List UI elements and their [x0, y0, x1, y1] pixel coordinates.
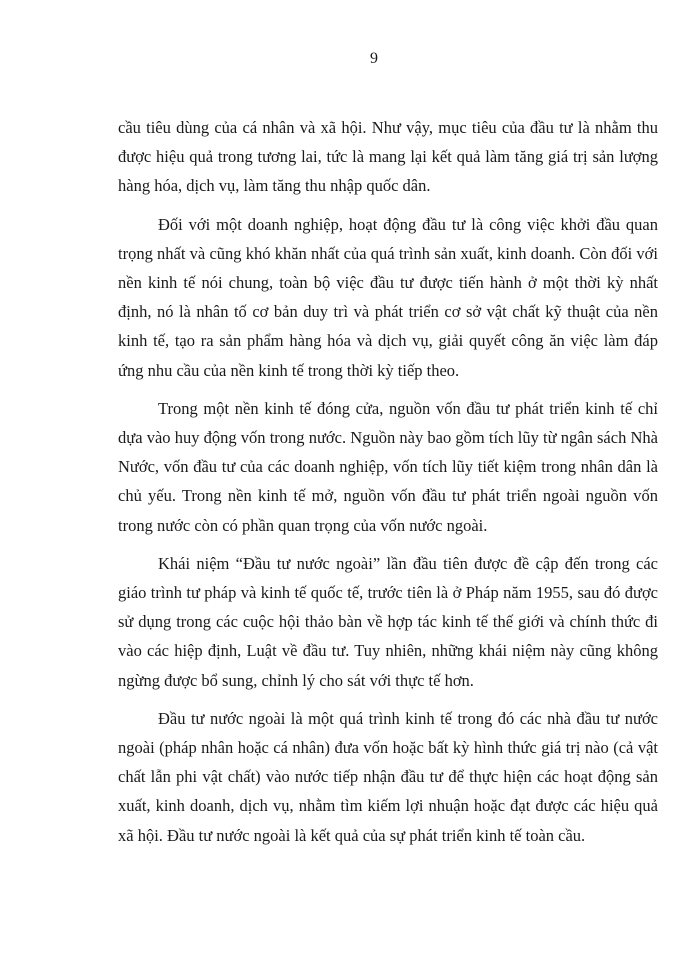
paragraph: cầu tiêu dùng của cá nhân và xã hội. Như vậy, mục tiêu của đầu tư là nhằm thu được hiệu quả trong tương lai, tức là mang lại kết quả làm tăng giá trị sản lượng hàng hóa, dịch vụ, làm tăng thu nhập quốc dân. [118, 118, 658, 196]
document-body [118, 113, 658, 859]
paragraph: Đối với một doanh nghiệp, hoạt động đầu tư là công việc khởi đầu quan trọng nhất và cũng khó khăn nhất của quá trình sản xuất, kinh doanh. Còn đối với nền kinh tế nói chung, toàn bộ việc đầu tư được tiến hành ở một thời kỳ nhất định, nó là nhân tố cơ bản duy trì và phát triển cơ sở vật chất kỹ thuật của nền kinh tế, tạo ra sản phẩm hàng hóa và dịch vụ, giải quyết công ăn việc làm đáp ứng nhu cầu của nền kinh tế trong thời kỳ tiếp theo. [118, 214, 658, 380]
paragraph: Đầu tư nước ngoài là một quá trình kinh tế trong đó các nhà đầu tư nước ngoài (pháp nhân hoặc cá nhân) đưa vốn hoặc bất kỳ hình thức giá trị nào (cả vật chất lẫn phi vật chất) vào nước tiếp nhận đầu tư để thực hiện các hoạt động sản xuất, kinh doanh, dịch vụ, nhằm tìm kiếm lợi nhuận hoặc đạt được các hiệu quả xã hội. Đầu tư nước ngoài là kết quả của sự phát triển kinh tế toàn cầu. [118, 708, 658, 845]
page-number: 9 [370, 50, 378, 67]
paragraph: Khái niệm “Đầu tư nước ngoài” lần đầu tiên được đề cập đến trong các giáo trình tư pháp và kinh tế quốc tế, trước tiên là ở Pháp năm 1955, sau đó được sử dụng trong các cuộc hội thảo bàn về hợp tác kinh tế thế giới và chính thức đi vào các hiệp định, Luật về đầu tư. Tuy nhiên, những khái niệm này cũng không ngừng được bổ sung, chỉnh lý cho sát với thực tế hơn. [118, 553, 658, 690]
paragraph: Trong một nền kinh tế đóng cửa, nguồn vốn đầu tư phát triển kinh tế chỉ dựa vào huy động vốn trong nước. Nguồn này bao gồm tích lũy từ ngân sách Nhà Nước, vốn đầu tư của các doanh nghiệp, vốn tích lũy tiết kiệm trong nhân dân là chủ yếu. Trong nền kinh tế mở, nguồn vốn đầu tư phát triển ngoài nguồn vốn trong nước còn có phần quan trọng của vốn nước ngoài. [118, 398, 658, 535]
